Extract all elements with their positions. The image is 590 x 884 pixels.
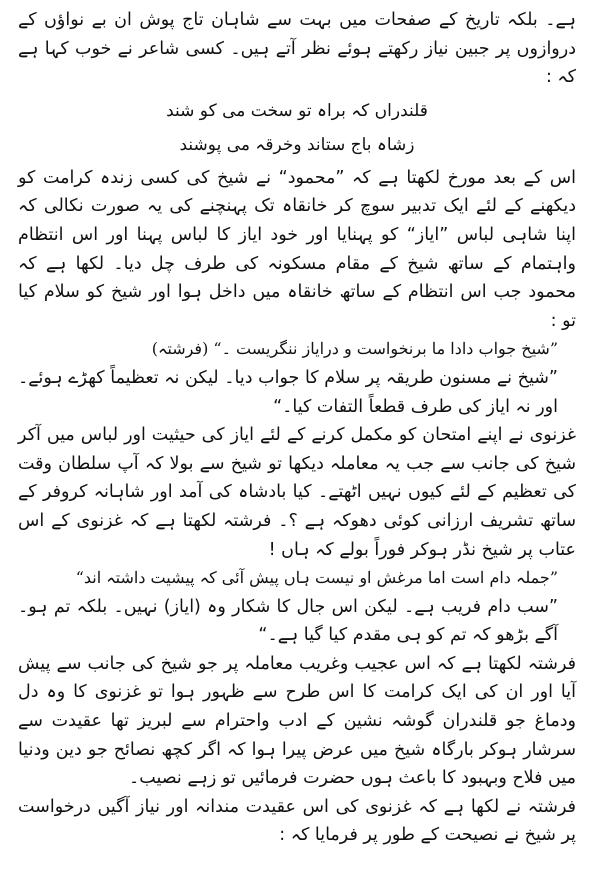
urdu-translation-trap: ”سب دام فریب ہے۔ لیکن اس جال کا شکار وہ (ایاز) نہیں۔ بلکہ تم ہو۔ آگے بڑھو کہ تم کو ہی مقدم کیا گیا ہے۔“	[18, 596, 558, 646]
persian-quote-firishta: ”شیخ جواب دادا ما برنخواست و درایاز ننگریست ۔“ (فرشتہ)	[151, 339, 558, 359]
opening-paragraph: ہے۔ بلکہ تاریخ کے صفحات میں بہت سے شاہان تاج پوش ان بے نواؤں کے دروازوں پر جبین نیاز رکھتے ہوئے نظر آتے ہیں۔ کسی شاعر نے خوب کہا ہے کہ :	[18, 10, 576, 88]
urdu-translation-quote: ”شیخ نے مسنون طریقہ پر سلام کا جواب دیا۔ لیکن نہ تعظیماً کھڑے ہوئے۔ اور نہ ایاز کی طرف قطعاً التفات کیا۔“	[18, 367, 558, 417]
persian-couplet	[18, 94, 576, 162]
paragraph-karamat: فرشتہ لکھتا ہے کہ اس عجیب وغریب معاملہ پر جو شیخ کی جانب سے پیش آیا اور ان کی ایک کرامت کا اس طرح سے ظہور ہوا تو غزنوی کا وہ دل ودماغ جو قلندران گوشہ نشین کے ادب واحترام سے لبریز تھا عقیدت سے سرشار ہوکر بارگاہ شیخ میں عرض پیرا ہوا کہ اگر کچھ نصائح جو دین ودنیا میں فلاح وبہبود کا باعث ہوں حضرت فرمائیں تو زہے نصیب۔	[18, 653, 576, 789]
paragraph-mahmud-visit: اس کے بعد مورخ لکھتا ہے کہ ”محمود“ نے شیخ کی کسی زندہ کرامت کو دیکھنے کے لئے ایک تدبیر سوچ کر خانقاہ تک پہنچنے کی یہ صورت نکالی کہ اپنا شاہی لباس ”ایاز“ کو پہنایا اور خود ایاز کا لباس پہنا اور اس انتظام واہتمام کے ساتھ شیخ کے مقام مسکونہ کی طرف چل دیا۔ لکھا ہے کہ محمود جب اس انتظام کے ساتھ خانقاہ میں داخل ہوا اور شیخ کو سلام کیا تو :	[18, 167, 576, 331]
couplet-line-2: زشاہ باج ستاند وخرقہ می پوشند	[179, 134, 415, 155]
paragraph-closing: فرشتہ نے لکھا ہے کہ غزنوی کی اس عقیدت مندانہ اور نیاز آگیں درخواست پر شیخ نے نصیحت کے طور پر فرمایا کہ :	[18, 796, 576, 846]
couplet-line-1: قلندراں کہ براہ تو سخت می کو شند	[166, 100, 428, 121]
paragraph-ghaznavi-test: غزنوی نے اپنے امتحان کو مکمل کرنے کے لئے ایاز کی حیثیت اور لباس میں آکر شیخ کی جانب سے جب یہ معاملہ دیکھا تو شیخ سے بولا کہ آپ سلطان وقت کی تعظیم کے لئے کیوں نہیں اٹھتے۔ کیا بادشاہ کی آمد اور شاہانہ کروفر کے ساتھ تشریف ارزانی کوئی دھوکہ ہے ؟۔ فرشتہ لکھتا ہے کہ غزنوی کے اس عتاب پر شیخ نڈر ہوکر فوراً بولے کہ ہاں !	[18, 425, 576, 560]
persian-quote-trap: ”جملہ دام است اما مرغش او نیست ہاں پیش آئی کہ پیشیت داشتہ اند“	[75, 568, 558, 588]
